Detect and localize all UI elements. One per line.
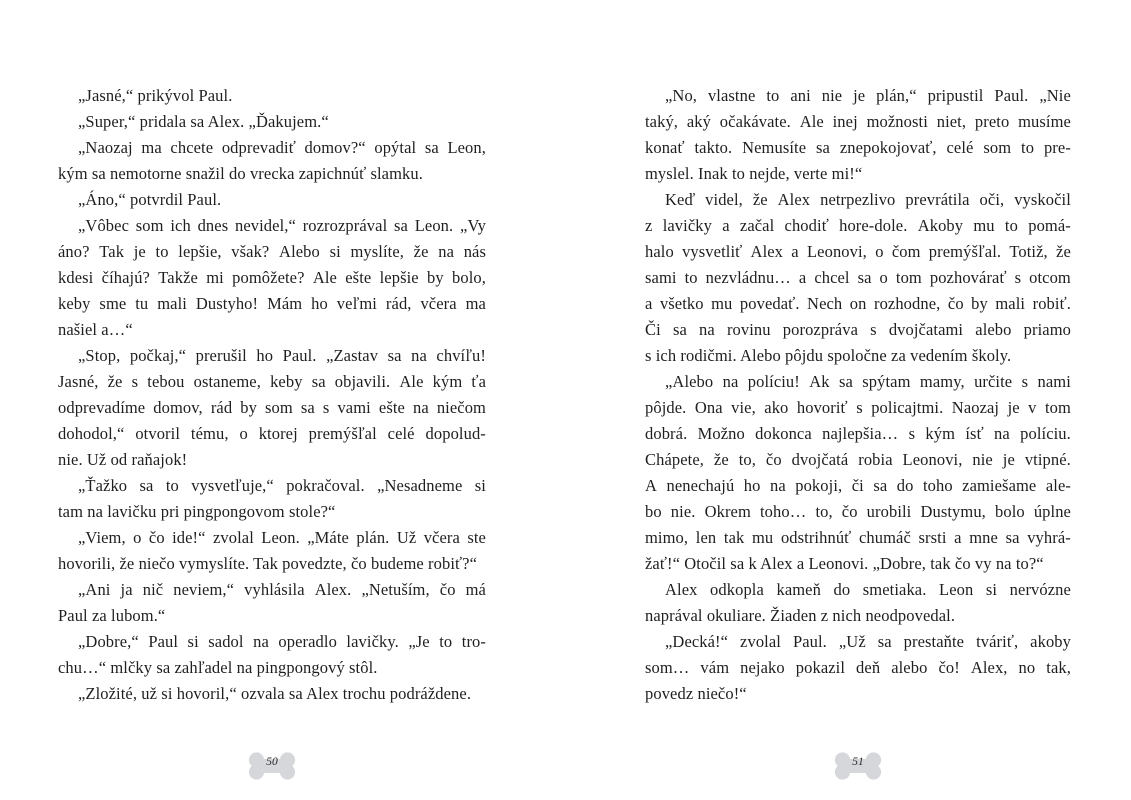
- page-right: [566, 0, 1131, 800]
- page-number: 50: [266, 756, 278, 768]
- text-line: „Stop, počkaj,“ prerušil ho Paul. „Zastav sa na chvíľu!: [78, 346, 486, 365]
- text-line: povedz niečo!“: [645, 684, 747, 703]
- text-line: s ich rodičmi. Alebo pôjdu spoločne za vedením školy.: [645, 346, 1012, 365]
- text-line: Paul za lubom.“: [58, 606, 166, 625]
- text-line: Chápete, že to, čo dvojčatá robia Leonovi, nie je vtipné.: [645, 450, 1071, 469]
- text-line: „Alebo na políciu! Ak sa spýtam mamy, určite s nami: [665, 372, 1071, 391]
- text-line: „No, vlastne to ani nie je plán,“ pripustil Paul. „Nie: [665, 86, 1071, 105]
- text-line: „Naozaj ma chcete odprevadiť domov?“ opýtal sa Leon,: [78, 138, 486, 157]
- text-line: „Viem, o čo ide!“ zvolal Leon. „Máte plán. Už včera ste: [78, 528, 486, 547]
- text-line: Keď videl, že Alex netrpezlivo prevrátila oči, vyskočil: [665, 190, 1071, 209]
- text-line: kým sa nemotorne snažil do vrecka zapichnúť slamku.: [58, 164, 423, 183]
- text-line: „Zložité, už si hovoril,“ ozvala sa Alex trochu podráždene.: [78, 684, 472, 703]
- text-line: naprával okuliare. Žiaden z nich neodpovedal.: [645, 606, 956, 625]
- text-line: „Ťažko sa to vysvetľuje,“ pokračoval. „Nesadneme si: [78, 476, 486, 495]
- text-line: z lavičky a začal chodiť hore-dole. Akoby mu to pomá-: [645, 216, 1071, 235]
- text-column: [645, 83, 1071, 707]
- text-line: halo vysvetliť Alex a Leonovi, o čom premýšľal. Totiž, že: [645, 242, 1071, 261]
- text-line: našiel a…“: [58, 320, 133, 339]
- page-footer-left: [248, 752, 296, 780]
- text-line: dobrá. Možno dokonca najlepšia… s kým ísť na políciu.: [645, 424, 1071, 443]
- text-line: „Ani ja nič neviem,“ vyhlásila Alex. „Netuším, čo má: [78, 580, 486, 599]
- text-line: „Decká!“ zvolal Paul. „Už sa prestaňte tváriť, akoby: [665, 632, 1071, 651]
- text-line: pôjde. Ona vie, ako hovoriť s policajtmi. Naozaj je v tom: [645, 398, 1071, 417]
- page-footer-right: [834, 752, 882, 780]
- text-line: hovorili, že niečo vymyslíte. Tak povedzte, čo budeme robiť?“: [58, 554, 478, 573]
- text-line: dohodol,“ otvoril tému, o ktorej premýšľal celé dopolud-: [58, 424, 486, 443]
- text-line: chu…“ mlčky sa zahľadel na pingpongový stôl.: [58, 658, 378, 677]
- text-line: bo nie. Okrem toho… to, čo urobili Dustymu, bolo úplne: [645, 502, 1071, 521]
- text-line: Jasné, že s tebou ostaneme, keby sa objavili. Ale kým ťa: [58, 372, 486, 391]
- text-line: sami to nezvládnu… a chcel sa o tom pozhovárať s otcom: [645, 268, 1071, 287]
- page-left: [0, 0, 565, 800]
- text-line: taký, aký očakávate. Ale inej možnosti niet, preto musíme: [645, 112, 1071, 131]
- text-line: Alex odkopla kameň do smetiaka. Leon si nervózne: [665, 580, 1071, 599]
- text-line: odprevadíme domov, rád by som sa s vami ešte na niečom: [58, 398, 486, 417]
- text-line: žať!“ Otočil sa k Alex a Leonovi. „Dobre, tak čo vy na to?“: [645, 554, 1044, 573]
- page-number: 51: [852, 756, 864, 768]
- text-line: A nenechajú ho na pokoji, či sa do toho zamiešame ale-: [645, 476, 1071, 495]
- text-line: „Áno,“ potvrdil Paul.: [78, 190, 222, 209]
- text-line: tam na lavičku pri pingpongovom stole?“: [58, 502, 336, 521]
- text-line: myslel. Inak to nejde, verte mi!“: [645, 164, 863, 183]
- text-line: „Super,“ pridala sa Alex. „Ďakujem.“: [78, 112, 329, 131]
- text-line: „Dobre,“ Paul si sadol na operadlo lavičky. „Je to tro-: [78, 632, 486, 651]
- text-line: áno? Tak je to lepšie, však? Alebo si myslíte, že na nás: [58, 242, 486, 261]
- text-line: „Vôbec som ich dnes nevidel,“ rozrozprával sa Leon. „Vy: [78, 216, 486, 235]
- text-line: keby sme tu mali Dustyho! Mám ho veľmi rád, včera ma: [58, 294, 486, 313]
- text-line: Či sa na rovinu porozpráva s dvojčatami alebo priamo: [645, 320, 1071, 339]
- text-column: [58, 83, 486, 707]
- text-line: mimo, len tak mu odstrihnúť chumáč srsti a mne sa vyhrá-: [645, 528, 1071, 547]
- text-line: som… vám nejako pokazil deň alebo čo! Alex, no tak,: [645, 658, 1071, 677]
- text-line: a všetko mu povedať. Nech on rozhodne, čo by mali robiť.: [645, 294, 1071, 313]
- text-line: konať takto. Nemusíte sa znepokojovať, celé som to pre-: [645, 138, 1071, 157]
- text-line: „Jasné,“ prikývol Paul.: [78, 86, 233, 105]
- text-line: kdesi číhajú? Takže mi pomôžete? Ale ešte lepšie by bolo,: [58, 268, 486, 287]
- text-line: nie. Už od raňajok!: [58, 450, 188, 469]
